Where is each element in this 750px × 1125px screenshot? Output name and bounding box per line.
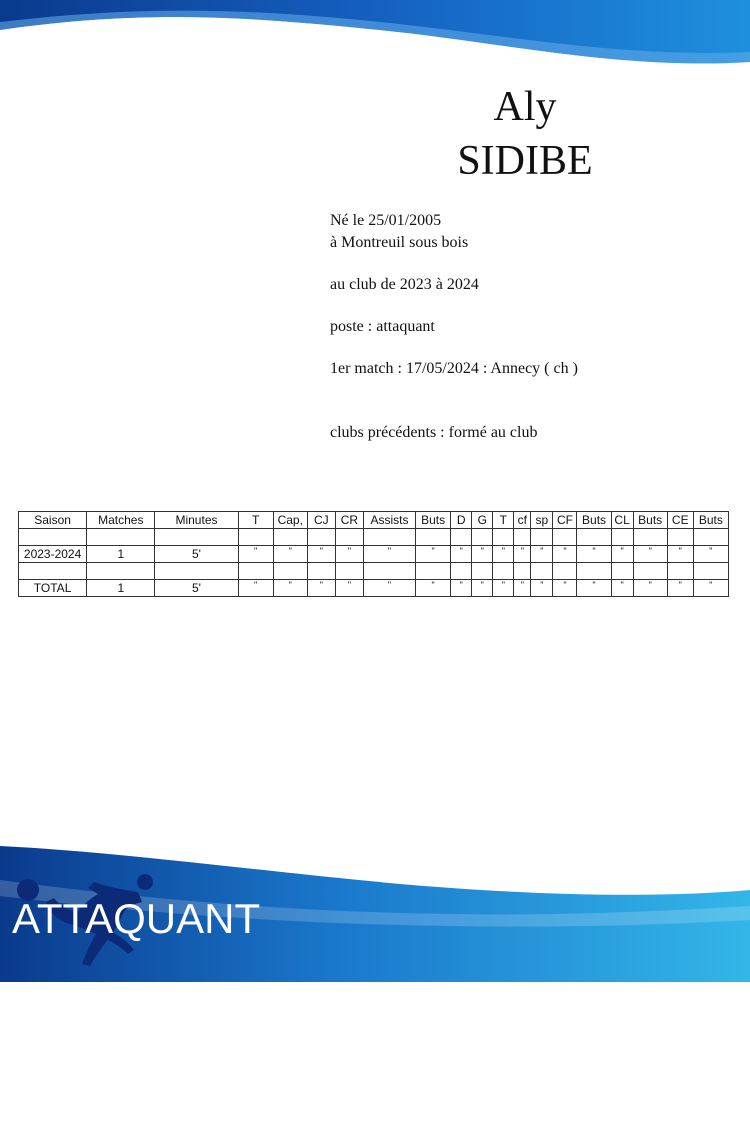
player-position: poste : attaquant [330,318,435,335]
table-cell [611,529,633,546]
column-header: T [238,512,273,529]
stats-table [18,511,729,597]
table-cell [611,563,633,580]
table-cell [19,563,87,580]
table-cell [416,563,451,580]
column-header: Buts [577,512,611,529]
player-first-name: Aly [493,84,557,130]
table-cell: " [307,546,335,563]
table-cell: TOTAL [19,580,87,597]
table-cell [307,563,335,580]
column-header: cf [514,512,531,529]
column-header: T [493,512,514,529]
table-cell: " [307,580,335,597]
table-row [19,563,729,580]
table-cell [307,529,335,546]
table-cell [273,563,307,580]
table-cell [155,529,238,546]
table-cell: " [363,546,415,563]
table-cell [472,529,493,546]
table-cell [633,529,667,546]
player-last-name: SIDIBE [457,138,593,184]
table-cell [633,563,667,580]
table-header-row [19,512,729,529]
table-cell: " [335,546,363,563]
top-wave-decoration [0,0,750,80]
table-cell: " [514,580,531,597]
column-header: Saison [19,512,87,529]
previous-clubs: clubs précédents : formé au club [330,424,538,441]
table-cell [514,529,531,546]
table-cell [577,529,611,546]
club-period: au club de 2023 à 2024 [330,276,479,293]
table-cell: " [472,580,493,597]
table-cell [335,563,363,580]
table-cell [273,529,307,546]
column-header: Buts [693,512,728,529]
table-cell: " [667,580,693,597]
table-cell [416,529,451,546]
table-cell: " [238,580,273,597]
column-header: CF [553,512,577,529]
column-header: CE [667,512,693,529]
birth-place: à Montreuil sous bois [330,234,469,251]
table-cell: 5' [155,546,238,563]
table-cell: " [416,580,451,597]
table-cell: " [693,546,728,563]
table-cell: " [667,546,693,563]
table-cell [553,563,577,580]
table-cell: 5' [155,580,238,597]
table-cell: " [611,546,633,563]
column-header: sp [531,512,553,529]
table-cell: 1 [87,546,155,563]
table-cell [693,529,728,546]
position-banner-label: ATTAQUANT [12,895,261,942]
table-cell: " [273,546,307,563]
table-cell [531,529,553,546]
column-header: Minutes [155,512,238,529]
table-cell: " [451,546,472,563]
table-cell: " [514,546,531,563]
table-cell [493,563,514,580]
table-cell: " [451,580,472,597]
table-cell [451,563,472,580]
table-cell [493,529,514,546]
table-cell: 1 [87,580,155,597]
table-row [19,529,729,546]
table-cell: " [238,546,273,563]
table-cell [363,529,415,546]
table-cell: " [363,580,415,597]
table-cell: " [493,546,514,563]
table-cell: " [273,580,307,597]
table-cell: " [577,546,611,563]
table-cell [531,563,553,580]
table-row [19,546,729,563]
column-header: Matches [87,512,155,529]
table-cell: " [531,580,553,597]
table-cell: " [335,580,363,597]
table-cell [472,563,493,580]
first-match: 1er match : 17/05/2024 : Annecy ( ch ) [330,360,578,377]
table-cell [553,529,577,546]
table-cell [87,563,155,580]
table-cell [19,529,87,546]
table-cell: " [493,580,514,597]
table-cell [155,563,238,580]
column-header: CL [611,512,633,529]
table-cell [363,563,415,580]
column-header: Cap, [273,512,307,529]
table-row [19,580,729,597]
table-cell: " [693,580,728,597]
table-cell [577,563,611,580]
table-cell [238,563,273,580]
table-cell [667,529,693,546]
table-cell: " [633,580,667,597]
table-cell [238,529,273,546]
table-cell [667,563,693,580]
column-header: G [472,512,493,529]
table-cell [451,529,472,546]
table-cell: " [633,546,667,563]
table-cell: " [416,546,451,563]
table-cell: 2023-2024 [19,546,87,563]
table-cell [87,529,155,546]
column-header: Buts [633,512,667,529]
column-header: D [451,512,472,529]
table-cell [514,563,531,580]
column-header: CJ [307,512,335,529]
table-cell: " [531,546,553,563]
birth-date: Né le 25/01/2005 [330,212,442,229]
column-header: CR [335,512,363,529]
table-cell: " [577,580,611,597]
column-header: Buts [416,512,451,529]
table-cell [693,563,728,580]
table-cell: " [472,546,493,563]
table-cell: " [611,580,633,597]
column-header: Assists [363,512,415,529]
table-cell: " [553,580,577,597]
table-cell: " [553,546,577,563]
table-cell [335,529,363,546]
